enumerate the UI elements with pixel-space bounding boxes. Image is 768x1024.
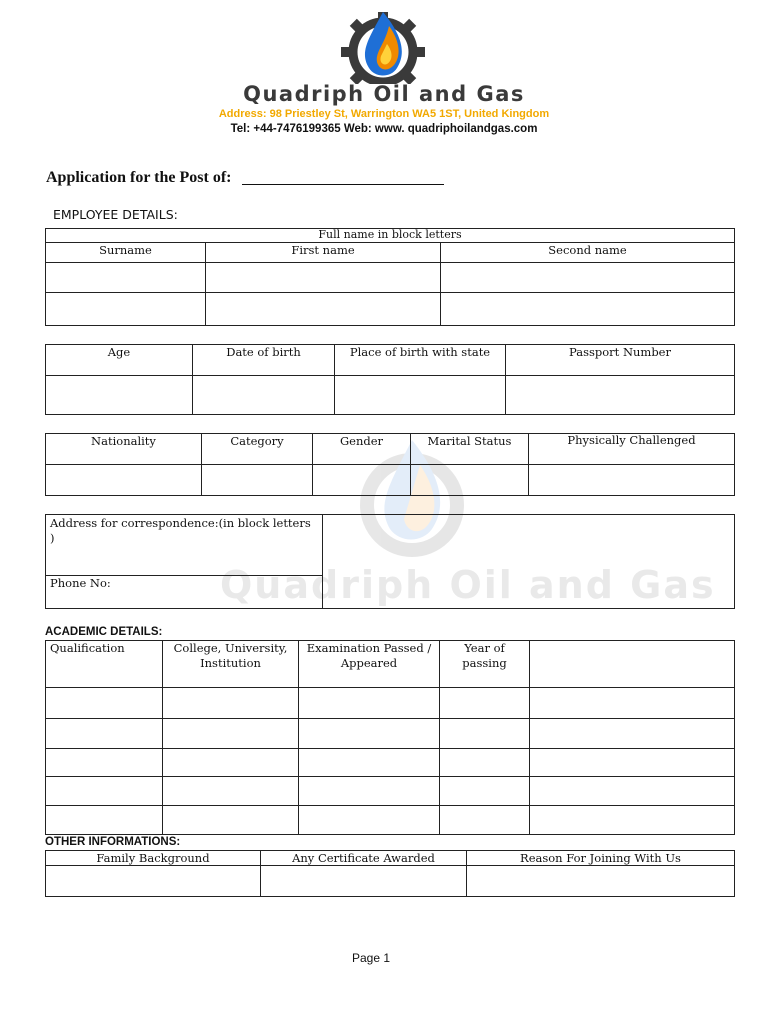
academic-cell[interactable] <box>163 688 299 719</box>
gender-header: Gender <box>313 434 411 465</box>
reason-header: Reason For Joining With Us <box>467 851 735 866</box>
company-contact: Tel: +44-7476199365 Web: www. quadriphoilandgas.com <box>230 123 538 135</box>
birthplace-header: Place of birth with state <box>335 345 506 376</box>
second-name-cell[interactable] <box>441 263 735 293</box>
passport-cell[interactable] <box>506 376 735 415</box>
qualification-header: Qualification <box>46 641 163 688</box>
academic-cell[interactable] <box>46 688 163 719</box>
address-table <box>45 514 735 609</box>
surname-cell[interactable] <box>46 263 206 293</box>
other-table <box>45 850 735 897</box>
nationality-cell[interactable] <box>46 465 202 496</box>
academic-details-heading: ACADEMIC DETAILS: <box>45 626 163 638</box>
academic-cell[interactable] <box>163 777 299 806</box>
page-number: Page 1 <box>352 951 391 965</box>
academic-cell[interactable] <box>530 777 735 806</box>
certificate-cell[interactable] <box>261 866 467 897</box>
academic-cell[interactable] <box>299 719 440 749</box>
academic-cell[interactable] <box>440 749 530 777</box>
employee-details-heading: EMPLOYEE DETAILS: <box>53 207 178 222</box>
marital-status-header: Marital Status <box>411 434 529 465</box>
phone-label: Phone No: <box>46 576 323 609</box>
post-input-line[interactable] <box>242 184 444 185</box>
other-informations-heading: OTHER INFORMATIONS: <box>45 836 181 848</box>
address-cell[interactable] <box>323 515 735 609</box>
academic-cell[interactable] <box>299 806 440 835</box>
academic-cell[interactable] <box>46 806 163 835</box>
second-name-cell[interactable] <box>441 293 735 326</box>
category-cell[interactable] <box>202 465 313 496</box>
reason-cell[interactable] <box>467 866 735 897</box>
academic-cell[interactable] <box>440 777 530 806</box>
family-background-cell[interactable] <box>46 866 261 897</box>
age-cell[interactable] <box>46 376 193 415</box>
family-background-header: Family Background <box>46 851 261 866</box>
surname-cell[interactable] <box>46 293 206 326</box>
watermark-text: Quadriph Oil and Gas <box>220 563 716 607</box>
company-logo <box>195 12 575 84</box>
academic-cell[interactable] <box>163 719 299 749</box>
academic-cell[interactable] <box>440 719 530 749</box>
academic-cell[interactable] <box>530 719 735 749</box>
passport-header: Passport Number <box>506 345 735 376</box>
gender-cell[interactable] <box>313 465 411 496</box>
academic-table <box>45 640 735 835</box>
post-label: Application for the Post of: <box>46 169 232 186</box>
institution-header: College, University, Institution <box>163 641 299 688</box>
academic-cell[interactable] <box>299 777 440 806</box>
company-address: Address: 98 Priestley St, Warrington WA5 1ST, United Kingdom <box>218 108 550 120</box>
age-header: Age <box>46 345 193 376</box>
extra-header <box>530 641 735 688</box>
name-table <box>45 228 735 326</box>
academic-cell[interactable] <box>530 688 735 719</box>
academic-cell[interactable] <box>440 688 530 719</box>
first-name-header: First name <box>206 243 441 263</box>
second-name-header: Second name <box>441 243 735 263</box>
academic-cell[interactable] <box>299 749 440 777</box>
academic-cell[interactable] <box>530 749 735 777</box>
exam-header: Examination Passed / Appeared <box>299 641 440 688</box>
surname-header: Surname <box>46 243 206 263</box>
nationality-header: Nationality <box>46 434 202 465</box>
birthplace-cell[interactable] <box>335 376 506 415</box>
academic-cell[interactable] <box>46 777 163 806</box>
category-header: Category <box>202 434 313 465</box>
marital-status-cell[interactable] <box>411 465 529 496</box>
address-label: Address for correspondence:(in block letters ) <box>46 515 323 576</box>
academic-cell[interactable] <box>163 806 299 835</box>
academic-cell[interactable] <box>299 688 440 719</box>
physically-challenged-header: Physically Challenged <box>529 434 735 465</box>
academic-cell[interactable] <box>46 749 163 777</box>
first-name-cell[interactable] <box>206 263 441 293</box>
academic-cell[interactable] <box>163 749 299 777</box>
first-name-cell[interactable] <box>206 293 441 326</box>
physically-challenged-cell[interactable] <box>529 465 735 496</box>
status-table <box>45 433 735 496</box>
dob-header: Date of birth <box>193 345 335 376</box>
academic-cell[interactable] <box>530 806 735 835</box>
name-table-caption: Full name in block letters <box>46 229 735 243</box>
academic-cell[interactable] <box>440 806 530 835</box>
academic-cell[interactable] <box>46 719 163 749</box>
company-name: Quadriph Oil and Gas <box>243 82 525 106</box>
personal-table <box>45 344 735 415</box>
dob-cell[interactable] <box>193 376 335 415</box>
certificate-header: Any Certificate Awarded <box>261 851 467 866</box>
year-header: Year of passing <box>440 641 530 688</box>
